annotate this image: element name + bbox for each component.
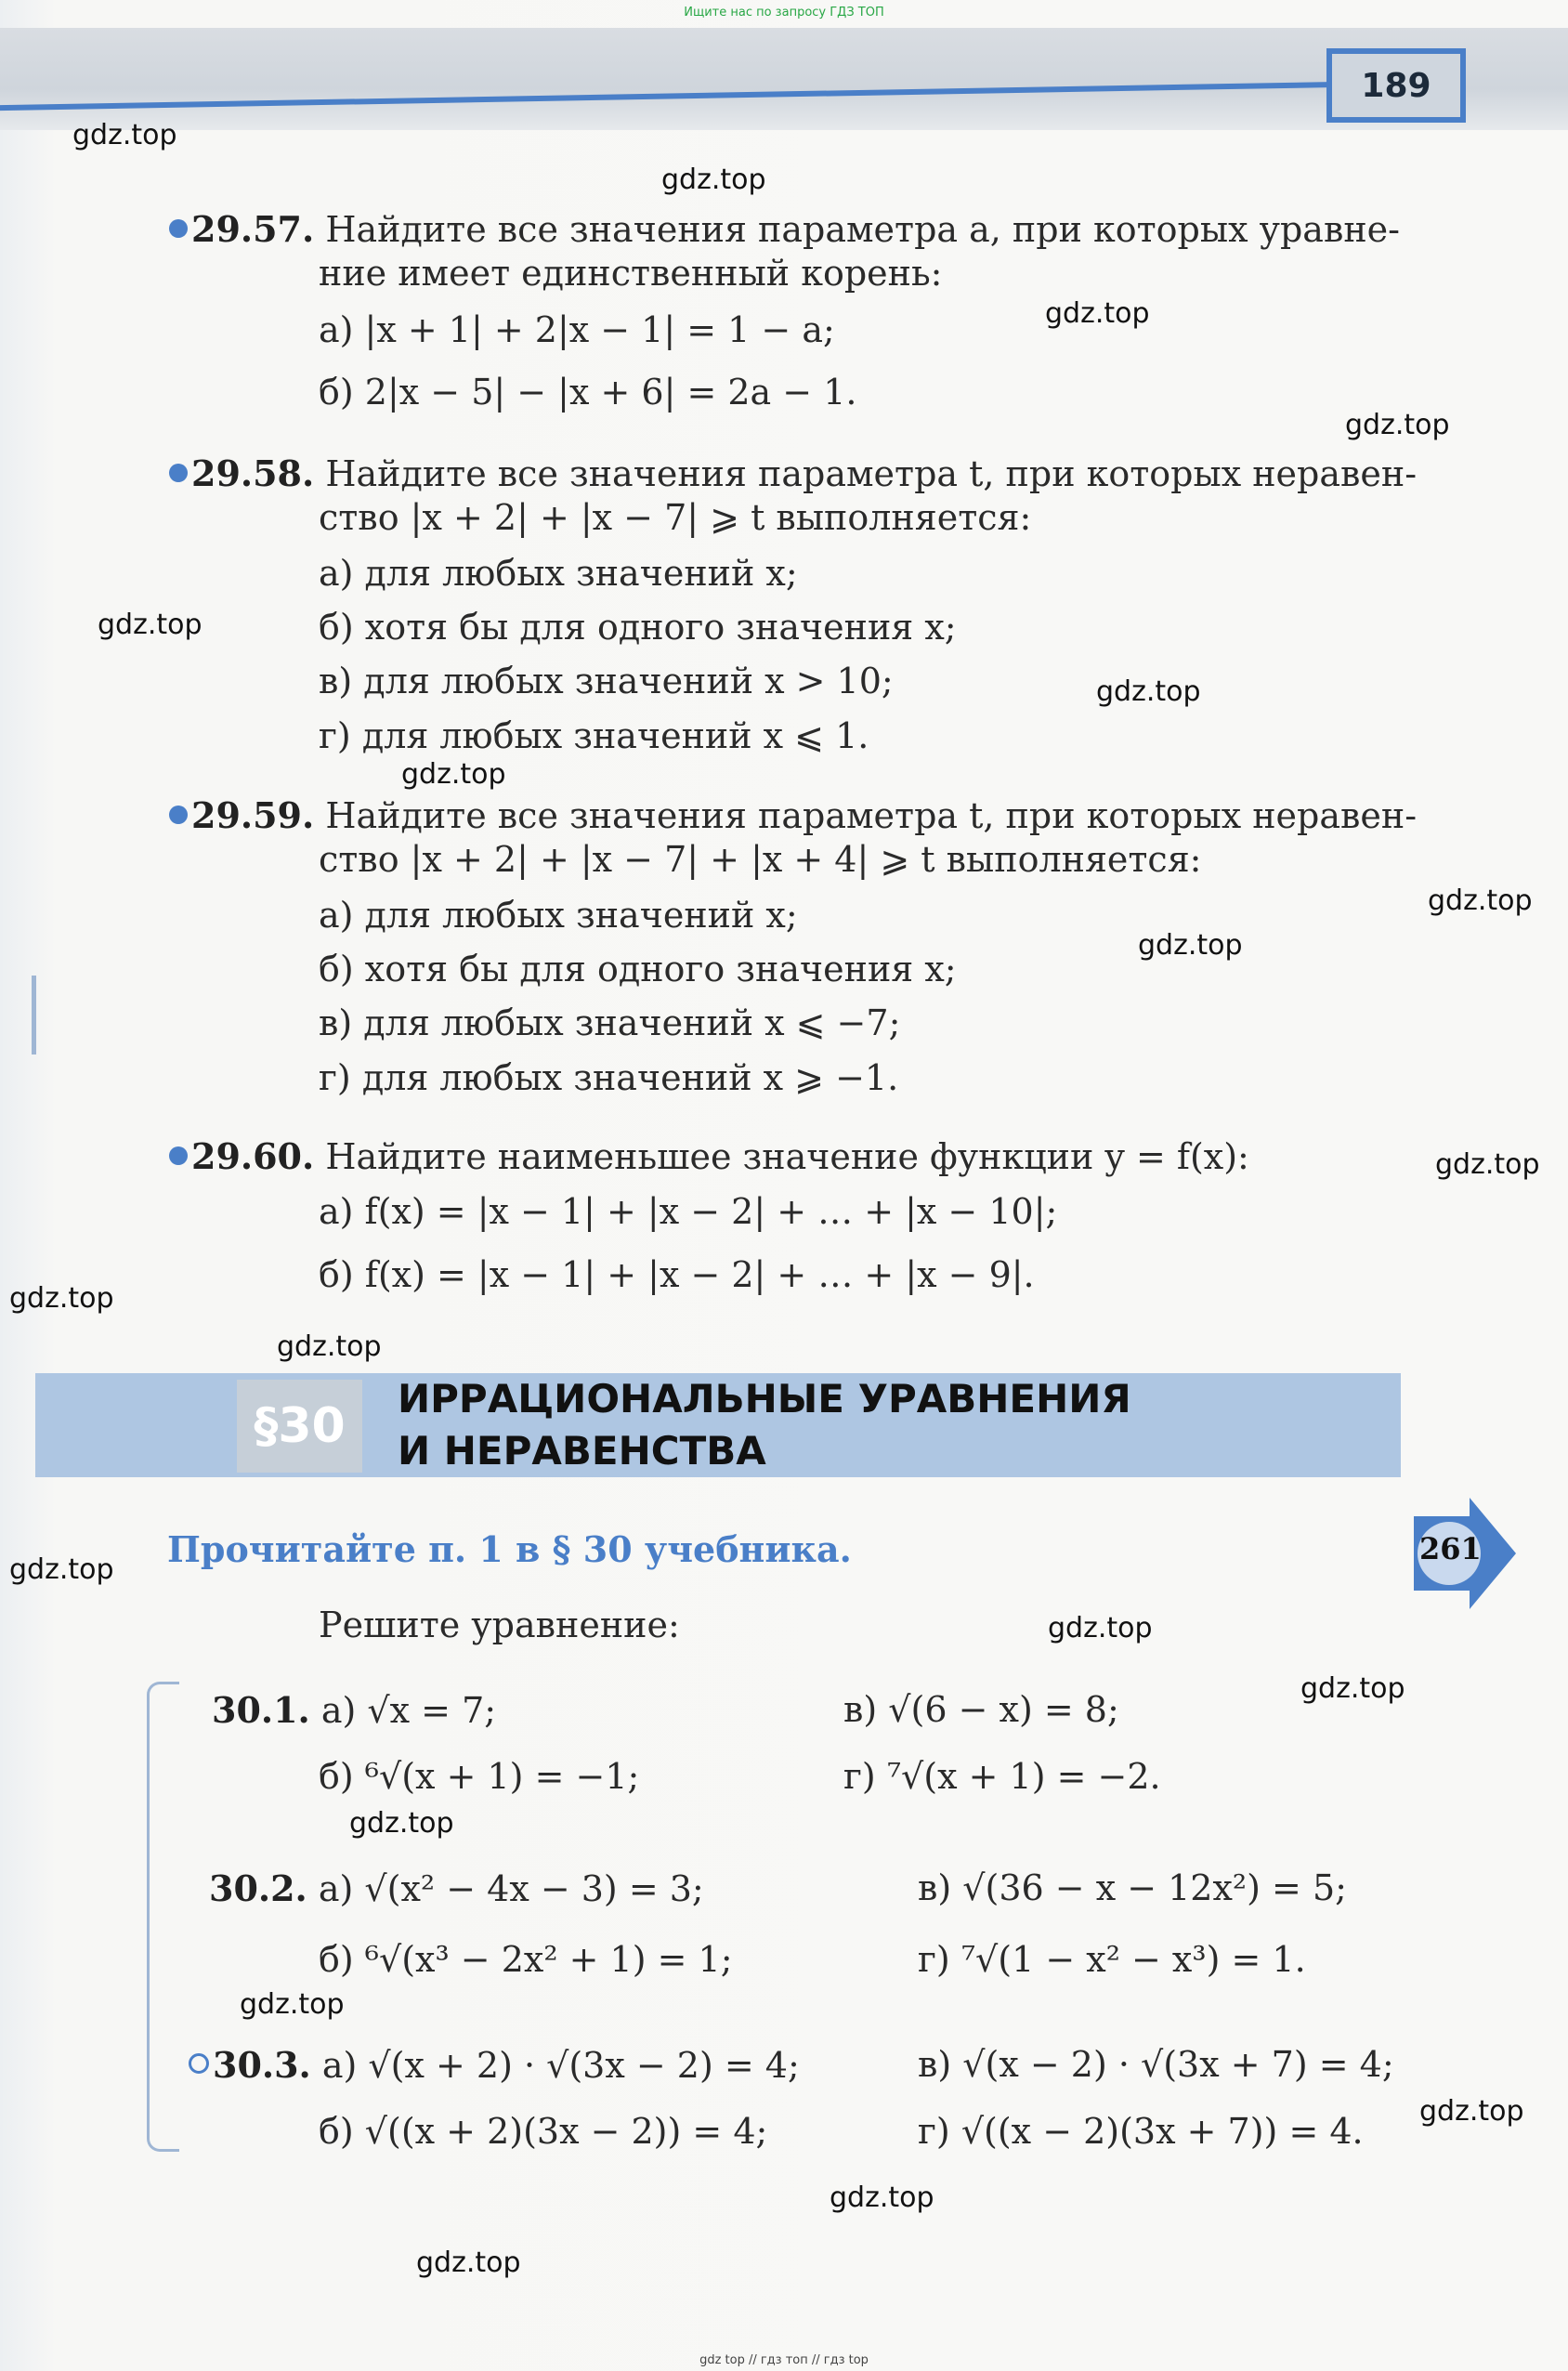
exercise-number: 30.3. (213, 2044, 311, 2086)
task-item-a: а) для любых значений x; (319, 553, 798, 594)
task-29-60-header (169, 1133, 1249, 1180)
exercise-number: 30.1. (212, 1689, 310, 1731)
exercise-item-b: б) ⁶√(x³ − 2x² + 1) = 1; (319, 1939, 733, 1980)
watermark: gdz.top (240, 1988, 345, 2021)
task-item-b: б) 2|x − 5| − |x + 6| = 2a − 1. (319, 372, 857, 413)
task-text: ние имеет единственный корень: (319, 253, 943, 294)
exercise-item-a: а) √x = 7; (320, 1690, 497, 1731)
task-number: 29.60. (191, 1135, 315, 1177)
task-item-a: а) для любых значений x; (319, 895, 798, 936)
watermark: gdz.top (277, 1330, 382, 1363)
task-text: ство |x + 2| + |x − 7| ⩾ t выполняется: (319, 497, 1032, 538)
watermark: gdz.top (1435, 1148, 1540, 1181)
task-text: Найдите наименьшее значение функции y = f(x): (325, 1136, 1249, 1177)
exercise-item-c: в) √(x − 2) · √(3x + 7) = 4; (918, 2044, 1394, 2085)
section-title (398, 1373, 1131, 1477)
page-number: 189 (1326, 48, 1466, 123)
group-bracket (147, 1682, 179, 2152)
task-text: ство |x + 2| + |x − 7| + |x + 4| ⩾ t выполняется: (319, 839, 1202, 880)
task-text: Найдите все значения параметра a, при которых уравне- (325, 209, 1400, 250)
task-item-a: а) f(x) = |x − 1| + |x − 2| + … + |x − 10|; (319, 1191, 1058, 1232)
margin-mark (32, 976, 36, 1055)
bottom-note: gdz top // гдз топ // гдз top (699, 2353, 869, 2367)
exercise-item-a: а) √(x² − 4x − 3) = 3; (318, 1868, 704, 1909)
task-29-59-header (169, 793, 1417, 839)
difficulty-dot-icon (169, 1146, 188, 1165)
task-item-d: г) для любых значений x ⩾ −1. (319, 1057, 899, 1098)
top-note: Ищите нас по запросу ГДЗ ТОП (684, 6, 884, 20)
exercise-item-d: г) ⁷√(1 − x² − x³) = 1. (918, 1939, 1306, 1980)
exercise-item-d: г) √((x − 2)(3x + 7)) = 4. (918, 2111, 1364, 2152)
difficulty-dot-icon (169, 219, 188, 238)
exercise-row (209, 1867, 704, 1909)
watermark: gdz.top (1300, 1672, 1405, 1705)
task-item-b: б) f(x) = |x − 1| + |x − 2| + … + |x − 9|. (319, 1254, 1035, 1295)
exercise-row (189, 2044, 800, 2086)
task-item-a: а) |x + 1| + 2|x − 1| = 1 − a; (319, 309, 835, 350)
watermark: gdz.top (661, 164, 766, 196)
task-item-d: г) для любых значений x ⩽ 1. (319, 715, 869, 756)
exercise-item-b: б) ⁶√(x + 1) = −1; (319, 1756, 640, 1797)
exercise-item-c: в) √(6 − x) = 8; (843, 1689, 1119, 1730)
task-number: 29.59. (191, 794, 315, 836)
watermark: gdz.top (830, 2181, 934, 2214)
watermark: gdz.top (1045, 297, 1150, 330)
difficulty-dot-icon (169, 806, 188, 824)
task-item-b: б) хотя бы для одного значения x; (319, 607, 957, 648)
watermark: gdz.top (72, 119, 177, 151)
watermark: gdz.top (9, 1553, 114, 1586)
watermark: gdz.top (98, 609, 203, 641)
task-item-c: в) для любых значений x ⩽ −7; (319, 1002, 901, 1043)
difficulty-dot-icon (169, 464, 188, 482)
task-number: 29.57. (191, 208, 315, 250)
section-title-line: И НЕРАВЕНСТВА (398, 1428, 766, 1474)
watermark: gdz.top (9, 1282, 114, 1315)
watermark: gdz.top (401, 758, 506, 791)
watermark: gdz.top (1428, 884, 1533, 917)
exercise-row (212, 1689, 496, 1731)
task-29-58-header (169, 451, 1417, 497)
instruction: Решите уравнение: (319, 1605, 680, 1645)
task-text: Найдите все значения параметра t, при которых неравен- (325, 453, 1418, 494)
watermark: gdz.top (1138, 929, 1243, 962)
task-number: 29.58. (191, 452, 315, 494)
section-tab: §30 (237, 1380, 362, 1473)
ref-page-number: 261 (1419, 1531, 1482, 1566)
watermark: gdz.top (416, 2247, 521, 2279)
exercise-item-a: а) √(x + 2) · √(3x − 2) = 4; (321, 2045, 800, 2086)
read-hint: Прочитайте п. 1 в § 30 учебника. (167, 1528, 852, 1570)
exercise-item-d: г) ⁷√(x + 1) = −2. (843, 1756, 1161, 1797)
task-29-57-header (169, 206, 1400, 253)
exercise-number: 30.2. (209, 1867, 307, 1909)
watermark: gdz.top (349, 1807, 454, 1840)
watermark: gdz.top (1345, 409, 1450, 441)
watermark: gdz.top (1419, 2095, 1524, 2128)
task-item-c: в) для любых значений x > 10; (319, 661, 894, 701)
watermark: gdz.top (1096, 675, 1201, 708)
difficulty-ring-icon (189, 2053, 209, 2074)
section-title-line: ИРРАЦИОНАЛЬНЫЕ УРАВНЕНИЯ (398, 1376, 1131, 1421)
task-item-b: б) хотя бы для одного значения x; (319, 949, 957, 989)
exercise-item-c: в) √(36 − x − 12x²) = 5; (918, 1867, 1347, 1908)
exercise-item-b: б) √((x + 2)(3x − 2)) = 4; (319, 2111, 768, 2152)
watermark: gdz.top (1048, 1612, 1153, 1644)
task-text: Найдите все значения параметра t, при которых неравен- (325, 795, 1418, 836)
